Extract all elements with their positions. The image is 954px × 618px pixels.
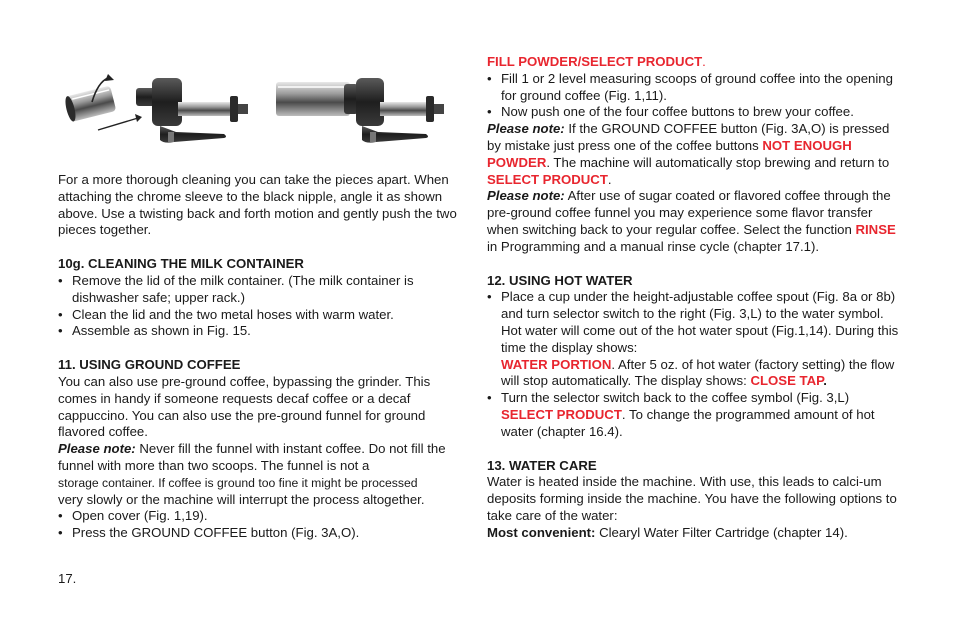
section-12-heading: 12. USING HOT WATER — [487, 272, 633, 288]
water-care-paragraph: Water is heated inside the machine. With use, this leads to calci-um deposits forming inside the machine. You have the following options to take care of the water: — [487, 474, 897, 523]
section-10g-list — [58, 273, 466, 340]
fill-powder-list — [487, 71, 899, 121]
note-text: Never fill the funnel with instant coffee. Do not fill the funnel with more than two scoops. The funnel is not a — [58, 441, 446, 473]
note-text: . The machine will automatically stop brewing and return to — [546, 154, 890, 170]
note-text: If the GROUND COFFEE button (Fig. 3A,O) is pressed by mistake just press one of the coffee buttons — [487, 121, 890, 153]
ground-coffee-note — [58, 441, 466, 508]
left-column — [58, 172, 466, 542]
section-10g-heading: 10g. CLEANING THE MILK CONTAINER — [58, 256, 304, 272]
fill-powder-note-2 — [487, 188, 899, 255]
fill-powder-heading-dot: . — [702, 54, 706, 69]
note-label: Please note: — [58, 441, 136, 457]
list-item-text: . After 5 oz. of hot water (factory setting) the flow will stop automatically. The display shows: — [501, 356, 895, 389]
display-message-select-product: SELECT PRODUCT — [501, 406, 622, 422]
chrome-sleeve-illustrations — [64, 68, 452, 164]
section-11-list — [58, 508, 466, 542]
list-item: • Open cover (Fig. 1,19). — [58, 508, 466, 525]
note-text: . — [607, 171, 612, 187]
list-item-text: . — [823, 373, 827, 389]
display-message-select-product: SELECT PRODUCT — [487, 171, 608, 187]
note-text-small: storage container. If coffee is ground too fine it might be processed — [58, 475, 418, 490]
section-11-heading: 11. USING GROUND COFFEE — [58, 357, 241, 373]
display-message-not-enough-powder: NOT ENOUGH POWDER — [487, 137, 852, 170]
list-item: • Fill 1 or 2 level measuring scoops of ground coffee into the opening for ground coffee (Fig. 1,11). — [487, 71, 899, 105]
list-item-text: Turn the selector switch back to the coffee symbol (Fig. 3,L) — [501, 390, 850, 406]
most-convenient-label: Most convenient: — [487, 524, 596, 540]
fill-powder-heading-text: FILL POWDER/SELECT PRODUCT — [487, 54, 703, 69]
note-text-end: very slowly or the machine will interrupt the process altogether. — [58, 491, 425, 507]
list-item-text: . To change the programmed amount of hot water (chapter 16.4). — [501, 406, 875, 439]
list-item-text: Place a cup under the height-adjustable coffee spout (Fig. 8a or 8b) and turn selector switch to the right (Fig. 3,L) to the water symbol. Hot water will come out of the hot water spout (Fig.1,14). During this time the display shows: — [501, 289, 899, 355]
note-text: in Programming and a manual rinse cycle (chapter 17.1). — [487, 238, 820, 254]
note-label: Please note: — [487, 121, 565, 137]
display-message-rinse: RINSE — [855, 221, 896, 237]
list-item: • Press the GROUND COFFEE button (Fig. 3A,O). — [58, 525, 466, 542]
list-item: • Clean the lid and the two metal hoses with warm water. — [58, 307, 466, 324]
ground-coffee-paragraph: You can also use pre-ground coffee, bypassing the grinder. This comes in handy if someone requests decaf coffee or a decaf cappuccino. You can also use the pre-ground funnel for ground flavored coffee. — [58, 373, 431, 440]
list-item — [487, 289, 899, 390]
cleaning-intro-paragraph: For a more thorough cleaning you can take the pieces apart. When attaching the chrome sleeve to the black nipple, angle it as shown above. Use a twisting back and forth motion and gently push the two pieces together. — [58, 172, 457, 238]
most-convenient-line — [487, 525, 899, 542]
section-13-heading: 13. WATER CARE — [487, 457, 597, 473]
chrome-sleeve-detached-figure — [64, 74, 248, 143]
fill-powder-heading — [487, 54, 899, 71]
list-item: • Remove the lid of the milk container. (The milk container is dishwasher safe; upper rack.) — [58, 273, 466, 307]
note-text: After use of sugar coated or flavored coffee through the pre-ground coffee funnel you may experience some flavor transfer when switching back to your regular coffee. Select the function — [487, 188, 891, 237]
list-item: • Now push one of the four coffee buttons to brew your coffee. — [487, 104, 899, 121]
display-message-close-tap: CLOSE TAP — [750, 373, 824, 389]
fill-powder-note-1 — [487, 121, 899, 188]
display-message-water-portion: WATER PORTION — [501, 356, 612, 372]
right-column — [487, 54, 899, 542]
list-item — [487, 390, 899, 440]
list-item: • Assemble as shown in Fig. 15. — [58, 323, 466, 340]
page-number: 17. — [58, 571, 77, 586]
most-convenient-text: Clearyl Water Filter Cartridge (chapter 14). — [595, 524, 848, 540]
chrome-sleeve-attached-figure — [276, 78, 444, 143]
section-12-list — [487, 289, 899, 440]
note-label: Please note: — [487, 188, 565, 204]
